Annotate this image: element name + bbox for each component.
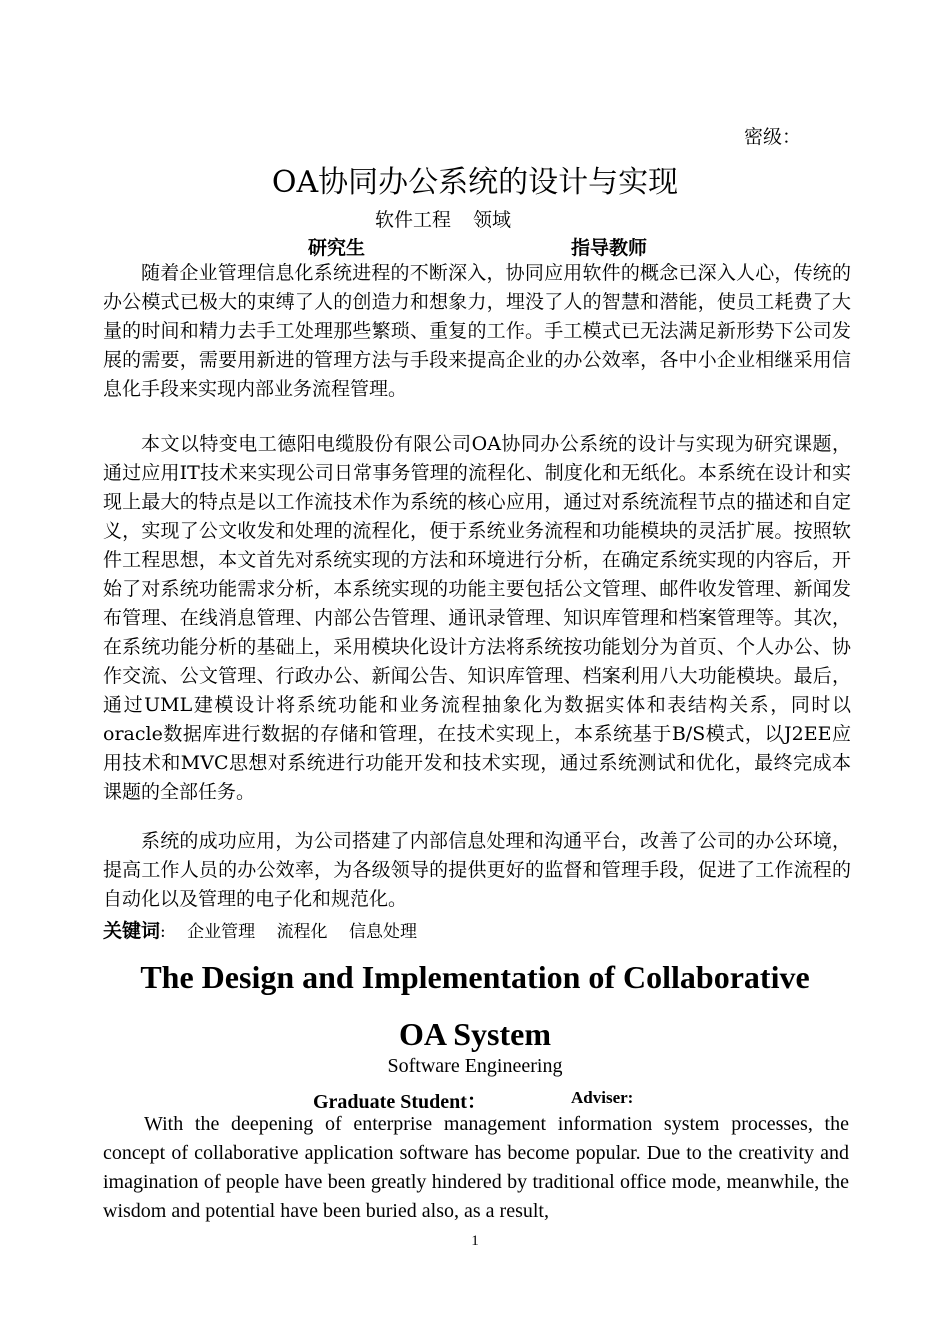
english-title-line-2: OA System — [399, 1016, 551, 1052]
english-title-line-1: The Design and Implementation of Collaborative — [140, 959, 810, 995]
keyword-item: 企业管理 — [187, 922, 256, 942]
chinese-abstract-paragraph-1: 随着企业管理信息化系统进程的不断深入，协同应用软件的概念已深入人心，传统的办公模式已极大的束缚了人的创造力和想象力，埋没了人的智慧和潜能，使员工耗费了大量的时间和精力去手工处理那些繁琐、重复的工作。手工模式已无法满足新形势下公司发展的需要，需要用新进的管理方法与手段来提高企业的办公效率，各中小企业相继采用信息化手段来实现内部业务流程管理。 — [103, 262, 851, 400]
keyword-item: 信息处理 — [348, 922, 417, 942]
secret-level-label: 密级： — [744, 126, 802, 148]
chinese-adviser-label: 指导教师 — [571, 237, 648, 259]
english-adviser-label: Adviser: — [571, 1088, 634, 1107]
keywords-label: 关键词 — [103, 920, 161, 942]
english-field: Software Engineering — [387, 1055, 563, 1077]
keyword-item: 流程化 — [276, 922, 328, 942]
chinese-student-label: 研究生 — [308, 237, 366, 259]
chinese-abstract-paragraph-2: 本文以特变电工德阳电缆股份有限公司OA协同办公系统的设计与实现为研究课题，通过应用IT技术来实现公司日常事务管理的流程化、制度化和无纸化。本系统在设计和实现上最大的特点是以工作流技术作为系统的核心应用，通过对系统流程节点的描述和自定义，实现了公文收发和处理的流程化，便于系统业务流程和功能模块的灵活扩展。按照软件工程思想，本文首先对系统实现的方法和环境进行分析，在确定系统实现的内容后，开始了对系统功能需求分析，本系统实现的功能主要包括公文管理、邮件收发管理、新闻发布管理、在线消息管理、内部公告管理、通讯录管理、知识库管理和档案管理等。其次，在系统功能分析的基础上，采用模块化设计方法将系统按功能划分为首页、个人办公、协作交流、公文管理、行政办公、新闻公告、知识库管理、档案利用八大功能模块。最后，通过UML建模设计将系统功能和业务流程抽象化为数据实体和表结构关系，同时以oracle数据库进行数据的存储和管理，在技术实现上，本系统基于B/S模式，以J2EE应用技术和MVC思想对系统进行功能开发和技术实现，通过系统测试和优化，最终完成本课题的全部任务。 — [103, 433, 851, 803]
chinese-field-suffix: 领域 — [473, 209, 512, 231]
page-number: 1 — [471, 1233, 479, 1249]
english-abstract-paragraph: With the deepening of enterprise management information system processes, the concept of collaborative application software has become popular. Due to the creativity and imagination of people have been greatly hindered by traditional office mode, meanwhile, the wisdom and potential have been buried also, as a result, — [103, 1113, 849, 1222]
chinese-field-line — [375, 205, 511, 232]
chinese-abstract-paragraph-3: 系统的成功应用，为公司搭建了内部信息处理和沟通平台，改善了公司的办公环境，提高工作人员的办公效率，为各级领导的提供更好的监督和管理手段，促进了工作流程的自动化以及管理的电子化和规范化。 — [103, 830, 851, 910]
chinese-keywords: 关键词: 企业管理 流程化 信息处理 — [103, 920, 417, 942]
english-student-label: Graduate Student： — [313, 1091, 487, 1113]
english-title — [0, 949, 950, 1063]
chinese-title: OA协同办公系统的设计与实现 — [271, 165, 679, 200]
chinese-field: 软件工程 — [375, 209, 452, 231]
